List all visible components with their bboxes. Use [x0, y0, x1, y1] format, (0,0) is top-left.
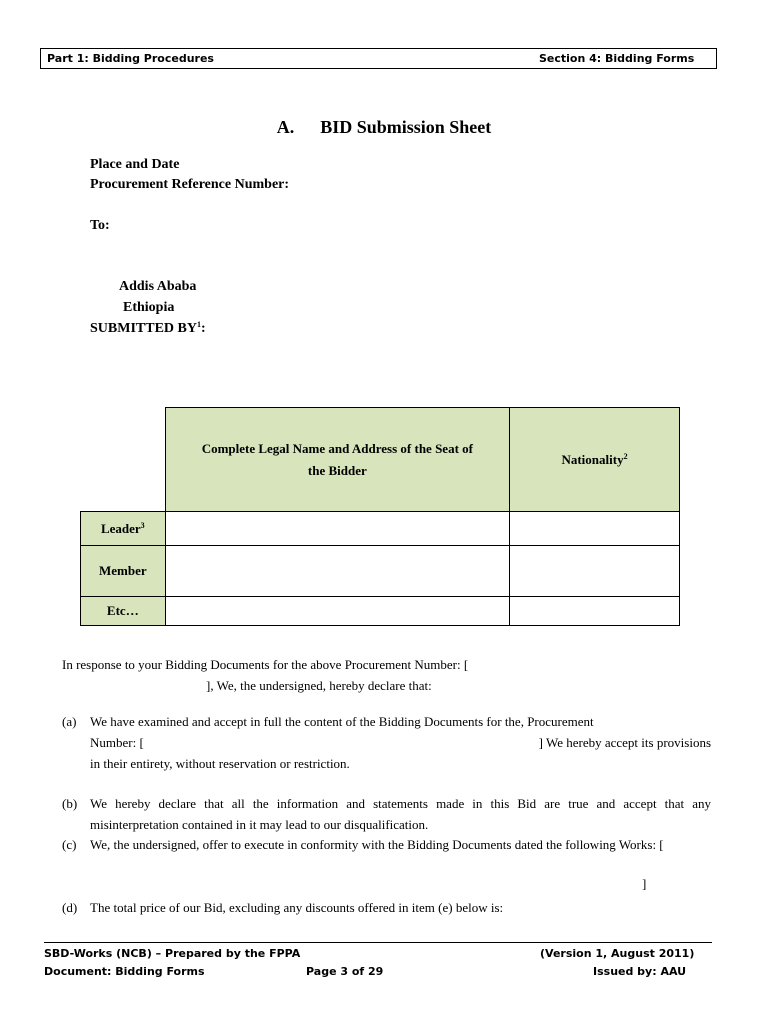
submitted-by-label — [90, 321, 206, 337]
list-item-c — [62, 834, 711, 855]
item-b-label: (b) — [62, 796, 78, 811]
row-label-member — [81, 546, 166, 597]
footnote-ref-3: 3 — [140, 520, 145, 530]
table-row — [81, 546, 680, 597]
list-item-b — [62, 793, 711, 835]
footer-issued-by: Issued by: AAU — [593, 965, 687, 978]
row-label-text: Leader — [100, 520, 141, 536]
footer-doc-name: Document: Bidding Forms — [44, 965, 205, 978]
table-row — [81, 512, 680, 546]
legal-name-header — [165, 408, 509, 512]
title-number: A. — [276, 117, 295, 137]
nationality-header — [510, 408, 680, 512]
header-section-label: Section 4: Bidding Forms — [539, 52, 695, 65]
etc-name-cell[interactable] — [165, 597, 509, 626]
intro-line-1: In response to your Bidding Documents for the above Procurement Number: [ — [62, 657, 469, 672]
item-a-label: (a) — [62, 714, 77, 729]
address-city: Addis Ababa — [119, 279, 197, 294]
row-label-leader — [81, 512, 166, 546]
leader-name-cell[interactable] — [165, 512, 509, 546]
legal-name-header-text: Complete Legal Name and Address of the Seat of the Bidder — [201, 440, 473, 478]
item-c-text: We, the undersigned, offer to execute in conformity with the Bidding Documents dated the following Works: [ — [90, 837, 664, 852]
header-part-label: Part 1: Bidding Procedures — [47, 52, 214, 65]
etc-nationality-cell[interactable] — [510, 597, 680, 626]
footer-divider — [44, 942, 712, 943]
item-d-label: (d) — [62, 900, 78, 915]
footnote-ref-2: 2 — [623, 451, 628, 461]
page-header-bar — [40, 48, 717, 69]
list-item-a — [62, 711, 711, 774]
submitted-by-text: SUBMITTED BY — [90, 321, 197, 336]
item-b-text: We hereby declare that all the information and statements made in this Bid are true and accept that any misinterpretation contained in it may lead to our disqualification. — [90, 796, 711, 832]
row-label-etc — [81, 597, 166, 626]
list-item-d — [62, 897, 711, 918]
table-row — [81, 597, 680, 626]
item-a-line2 — [90, 732, 711, 753]
submitted-by-colon: : — [200, 321, 206, 336]
footer-version: (Version 1, August 2011) — [540, 947, 695, 960]
footnote-ref-1: 1 — [196, 320, 201, 329]
table-header-row — [81, 408, 680, 512]
intro-line-2: ], We, the undersigned, hereby declare that: — [206, 678, 432, 693]
item-d-text: The total price of our Bid, excluding any discounts offered in item (e) below is: — [90, 900, 504, 915]
row-label-text: Member — [98, 563, 147, 578]
item-a-line1: We have examined and accept in full the content of the Bidding Documents for the, Procurement — [90, 714, 594, 729]
page-title — [0, 117, 768, 138]
footer-doc-prepared: SBD-Works (NCB) – Prepared by the FPPA — [44, 947, 301, 960]
table-corner-cell — [81, 408, 166, 512]
row-label-text: Etc… — [106, 603, 139, 618]
member-name-cell[interactable] — [165, 546, 509, 597]
item-c-close-bracket: ] — [642, 876, 647, 891]
item-a-number-close: ] We hereby accept its provisions — [538, 735, 711, 750]
leader-nationality-cell[interactable] — [510, 512, 680, 546]
bidder-table — [80, 407, 680, 626]
item-a-line3: in their entirety, without reservation or restriction. — [90, 756, 350, 771]
member-nationality-cell[interactable] — [510, 546, 680, 597]
to-label: To: — [90, 218, 110, 233]
item-c-label: (c) — [62, 837, 77, 852]
footer-page-number: Page 3 of 29 — [306, 965, 384, 978]
nationality-header-text: Nationality — [561, 451, 624, 467]
title-text: BID Submission Sheet — [320, 117, 492, 137]
procurement-ref-label: Procurement Reference Number: — [90, 177, 290, 192]
item-a-number-open: Number: [ — [90, 735, 144, 750]
place-date-label: Place and Date — [90, 157, 180, 172]
address-country: Ethiopia — [123, 300, 175, 315]
